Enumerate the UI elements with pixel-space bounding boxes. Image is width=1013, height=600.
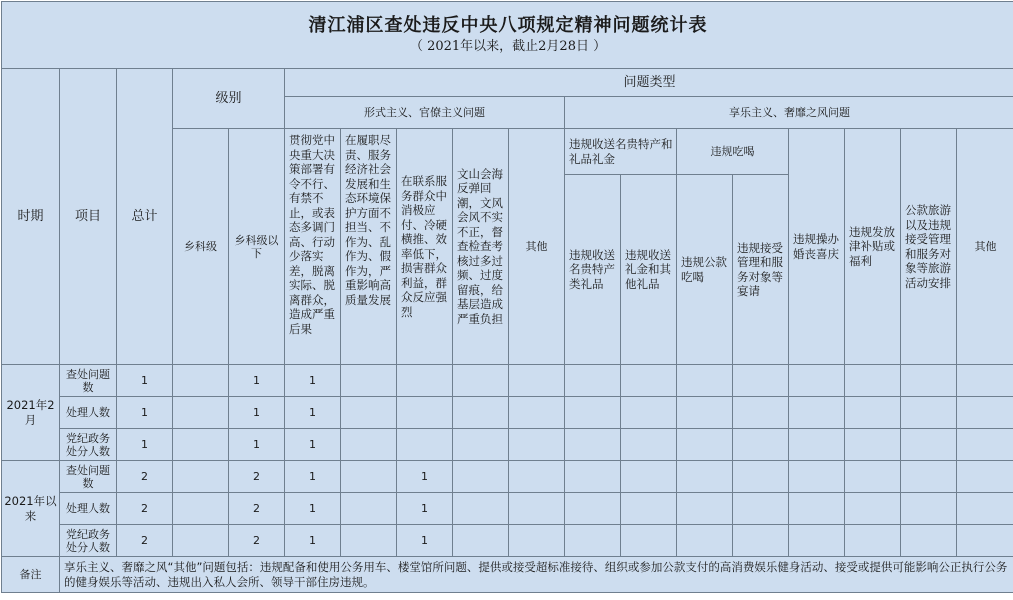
row-item-label: 查处问题数	[60, 461, 117, 493]
cell-f3	[397, 429, 453, 461]
cell-h2	[621, 397, 677, 429]
cell-township	[173, 461, 229, 493]
cell-h1	[565, 365, 621, 397]
below-township-header: 乡科级以下	[229, 129, 285, 365]
cell-h5	[789, 525, 845, 557]
cell-h2	[621, 493, 677, 525]
cell-f3	[397, 365, 453, 397]
hedonism-col-3: 违规公款吃喝	[677, 175, 733, 365]
stats-table	[1, 1, 1013, 593]
cell-h8	[957, 525, 1013, 557]
cell-h1	[565, 461, 621, 493]
cell-below: 2	[229, 525, 285, 557]
table-row	[2, 397, 1013, 429]
cell-f4	[453, 525, 509, 557]
total-header: 总计	[117, 69, 173, 365]
title-cell	[2, 2, 1013, 69]
hedonism-col-2: 违规收送礼金和其他礼品	[621, 175, 677, 365]
table-row	[2, 429, 1013, 461]
formalism-col-1: 贯彻党中央重大决策部署有令不行、有禁不止，或表态多调门高、行动少落实差，脱离实际、脱离群众，造成严重后果	[285, 129, 341, 365]
cell-total: 2	[117, 525, 173, 557]
cell-f2	[341, 525, 397, 557]
cell-f5	[509, 525, 565, 557]
cell-h4	[733, 525, 789, 557]
cell-f2	[341, 365, 397, 397]
cell-f4	[453, 461, 509, 493]
row-item-label: 党纪政务处分人数	[60, 429, 117, 461]
cell-total: 2	[117, 461, 173, 493]
cell-f5	[509, 365, 565, 397]
hedonism-col-7: 公款旅游以及违规接受管理和服务对象等旅游活动安排	[901, 129, 957, 365]
row-item-label: 处理人数	[60, 493, 117, 525]
cell-h8	[957, 429, 1013, 461]
cell-f2	[341, 461, 397, 493]
cell-f1: 1	[285, 365, 341, 397]
cell-f1: 1	[285, 397, 341, 429]
cell-h6	[845, 429, 901, 461]
cell-f4	[453, 493, 509, 525]
period-label: 2021年2月	[2, 365, 60, 461]
note-text: 享乐主义、奢靡之风“其他”问题包括：违规配备和使用公务用车、楼堂馆所问题、提供或接受超标准接待、组织或参加公款支付的高消费娱乐健身活动、接受或提供可能影响公正执行公务的健身娱乐等活动、违规出入私人会所、领导干部住房违规。	[60, 557, 1013, 593]
row-item-label: 查处问题数	[60, 365, 117, 397]
period-header: 时期	[2, 69, 60, 365]
row-item-label: 处理人数	[60, 397, 117, 429]
cell-f5	[509, 429, 565, 461]
cell-f2	[341, 429, 397, 461]
cell-h4	[733, 493, 789, 525]
cell-h6	[845, 493, 901, 525]
cell-h5	[789, 397, 845, 429]
cell-f4	[453, 429, 509, 461]
formalism-header: 形式主义、官僚主义问题	[285, 97, 565, 129]
cell-h7	[901, 525, 957, 557]
cell-f3: 1	[397, 493, 453, 525]
cell-f1: 1	[285, 429, 341, 461]
cell-f1: 1	[285, 461, 341, 493]
cell-f3	[397, 397, 453, 429]
formalism-other: 其他	[509, 129, 565, 365]
cell-h3	[677, 365, 733, 397]
cell-h6	[845, 461, 901, 493]
cell-h3	[677, 493, 733, 525]
cell-h7	[901, 493, 957, 525]
cell-township	[173, 493, 229, 525]
cell-f4	[453, 365, 509, 397]
cell-f2	[341, 397, 397, 429]
cell-total: 1	[117, 429, 173, 461]
period-label: 2021年以来	[2, 461, 60, 557]
cell-h4	[733, 461, 789, 493]
cell-f5	[509, 493, 565, 525]
cell-h8	[957, 461, 1013, 493]
cell-h7	[901, 397, 957, 429]
cell-h7	[901, 429, 957, 461]
item-header: 项目	[60, 69, 117, 365]
cell-h1	[565, 397, 621, 429]
table-row	[2, 493, 1013, 525]
cell-h3	[677, 525, 733, 557]
table-title: 清江浦区查处违反中央八项规定精神问题统计表	[2, 14, 1013, 38]
cell-township	[173, 525, 229, 557]
cell-township	[173, 397, 229, 429]
cell-h4	[733, 429, 789, 461]
hedonism-other: 其他	[957, 129, 1013, 365]
formalism-col-2: 在履职尽责、服务经济社会发展和生态环境保护方面不担当、不作为、乱作为、假作为，严重影响高质量发展	[341, 129, 397, 365]
cell-h8	[957, 397, 1013, 429]
cell-h6	[845, 525, 901, 557]
table-subtitle: （ 2021年以来，截止2月28日 ）	[2, 38, 1013, 56]
cell-h5	[789, 493, 845, 525]
township-header: 乡科级	[173, 129, 229, 365]
cell-h3	[677, 397, 733, 429]
cell-h1	[565, 493, 621, 525]
cell-total: 2	[117, 493, 173, 525]
cell-below: 1	[229, 397, 285, 429]
hedonism-col-1: 违规收送名贵特产类礼品	[565, 175, 621, 365]
dining-group-header: 违规吃喝	[677, 129, 789, 175]
cell-h8	[957, 493, 1013, 525]
hedonism-col-6: 违规发放津补贴或福利	[845, 129, 901, 365]
cell-below: 1	[229, 365, 285, 397]
cell-f1: 1	[285, 493, 341, 525]
cell-h2	[621, 461, 677, 493]
cell-h7	[901, 365, 957, 397]
stats-table-container	[1, 1, 1012, 598]
row-item-label: 党纪政务处分人数	[60, 525, 117, 557]
cell-f4	[453, 397, 509, 429]
cell-h8	[957, 365, 1013, 397]
cell-f5	[509, 461, 565, 493]
cell-h1	[565, 429, 621, 461]
cell-h2	[621, 429, 677, 461]
cell-h6	[845, 397, 901, 429]
formalism-col-4: 文山会海反弹回潮，文风会风不实不正，督查检查考核过多过频、过度留痕，给基层造成严重负担	[453, 129, 509, 365]
hedonism-col-5: 违规操办婚丧喜庆	[789, 129, 845, 365]
cell-f3: 1	[397, 525, 453, 557]
cell-h1	[565, 525, 621, 557]
cell-total: 1	[117, 365, 173, 397]
cell-h2	[621, 365, 677, 397]
cell-h3	[677, 429, 733, 461]
note-label: 备注	[2, 557, 60, 593]
cell-h4	[733, 365, 789, 397]
cell-h5	[789, 365, 845, 397]
problem-type-header: 问题类型	[285, 69, 1013, 97]
table-row	[2, 461, 1013, 493]
cell-below: 1	[229, 429, 285, 461]
cell-township	[173, 429, 229, 461]
cell-h2	[621, 525, 677, 557]
formalism-col-3: 在联系服务群众中消极应付、冷硬横推、效率低下，损害群众利益，群众反应强烈	[397, 129, 453, 365]
cell-h5	[789, 429, 845, 461]
gift-group-header: 违规收送名贵特产和礼品礼金	[565, 129, 677, 175]
table-row	[2, 365, 1013, 397]
cell-h6	[845, 365, 901, 397]
level-header: 级别	[173, 69, 285, 129]
cell-f5	[509, 397, 565, 429]
cell-f2	[341, 493, 397, 525]
table-row	[2, 525, 1013, 557]
hedonism-col-4: 违规接受管理和服务对象等宴请	[733, 175, 789, 365]
hedonism-header: 享乐主义、奢靡之风问题	[565, 97, 1013, 129]
cell-h5	[789, 461, 845, 493]
cell-township	[173, 365, 229, 397]
cell-below: 2	[229, 461, 285, 493]
cell-h7	[901, 461, 957, 493]
cell-f1: 1	[285, 525, 341, 557]
cell-f3: 1	[397, 461, 453, 493]
cell-total: 1	[117, 397, 173, 429]
cell-h4	[733, 397, 789, 429]
cell-below: 2	[229, 493, 285, 525]
cell-h3	[677, 461, 733, 493]
